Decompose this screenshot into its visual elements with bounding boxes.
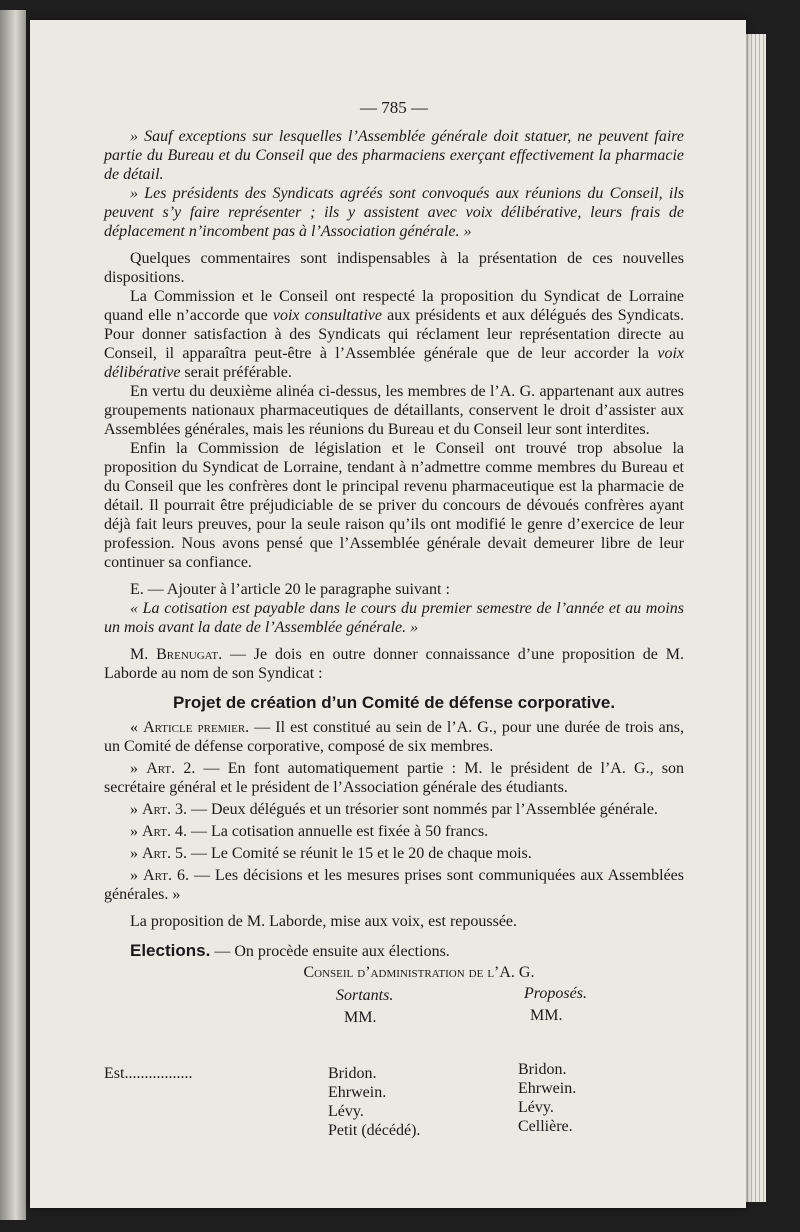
candidate-name: Ehrwein. xyxy=(328,1084,387,1101)
page-number: — 785 — xyxy=(360,98,428,117)
article-item xyxy=(104,822,684,841)
article-label: Article premier. xyxy=(143,719,250,736)
article-quote-mark: » xyxy=(130,823,142,840)
elections-paragraph xyxy=(104,941,684,961)
text-run: — On procède ensuite aux élections. xyxy=(210,943,450,960)
candidate-name: Ehrwein. xyxy=(518,1080,577,1097)
article-item xyxy=(104,718,684,756)
paragraph-commentary-intro: Quelques commentaires sont indispensables à la présentation de ces nouvelles dispositions. xyxy=(104,250,684,286)
article-text: — En font automatiquement partie : M. le président de l’A. G., son secrétaire général et le président de l’Association générale des étudiants. xyxy=(104,760,685,796)
quoted-paragraph-1: » Sauf exceptions sur lesquelles l’Assemblée générale doit statuer, ne peuvent faire partie du Bureau et du Conseil que des pharmaciens exerçant effectivement la pharmacie de détail. xyxy=(104,128,684,183)
mm-outgoing: MM. xyxy=(344,1009,377,1026)
article-text: — La cotisation annuelle est fixée à 50 francs. xyxy=(186,823,489,840)
paragraph-commission xyxy=(104,287,684,382)
text-run-italic: voix délibérative xyxy=(104,345,684,381)
article-quote-mark: » xyxy=(130,845,142,862)
candidate-name: Lévy. xyxy=(328,1103,364,1120)
articles-list xyxy=(104,718,684,904)
mm-proposed: MM. xyxy=(530,1007,563,1024)
region-label: Est................. xyxy=(104,1065,193,1082)
vote-result: La proposition de M. Laborde, mise aux voix, est repoussée. xyxy=(130,913,518,930)
paragraph-enfin: Enfin la Commission de législation et le Conseil ont trouvé trop absolue la proposition du Syndicat de Lorraine, tendant à n’admettre comme membres du Bureau et du Conseil que les confrères dont le principal revenu pharmaceutique est la pharmacie de détail. Il pourrait être préjudiciable de se priver du concours de dévoués confrères ayant déjà fait leurs preuves, pour la seule raison qu’ils ont modifié le genre d’exercice de leur profession. Nous avons pensé que l’Assemblée générale devait demeurer libre de leur continuer sa confiance. xyxy=(104,440,684,571)
paragraph-second-alinea: En vertu du deuxième alinéa ci-dessus, les membres de l’A. G. appartenant aux autres groupements nationaux pharmaceutiques de détaillants, conservent le droit d’assister aux Assemblées générales, mais les réunions du Bureau et du Conseil leur sont interdites. xyxy=(104,383,684,438)
article-quote-mark: » xyxy=(130,801,142,818)
article-quote-mark: » xyxy=(130,867,144,884)
article-label: Art. 5. xyxy=(142,845,187,862)
candidate-name: Petit (décédé). xyxy=(328,1122,421,1139)
section-heading: Projet de création d’un Comité de défense corporative. xyxy=(172,693,616,712)
candidate-name: Cellière. xyxy=(518,1118,573,1135)
elections-label: Elections. xyxy=(130,941,211,960)
quoted-paragraph-2: » Les présidents des Syndicats agréés sont convoqués aux réunions du Conseil, ils peuvent s’y faire représenter ; ils y assistent avec voix délibérative, leurs frais de déplacement n’incombent pas à l’Association générale. » xyxy=(104,185,684,240)
article-text: — Les décisions et les mesures prises sont communiquées aux Assemblées générales. » xyxy=(104,867,685,903)
text-run-italic: voix consultative xyxy=(272,307,382,324)
paragraph-article-20: E. — Ajouter à l’article 20 le paragraphe suivant : xyxy=(130,581,450,598)
article-text: — Deux délégués et un trésorier sont nommés par l’Assemblée générale. xyxy=(186,801,658,818)
text-run: serait préférable. xyxy=(180,364,292,381)
article-label: Art. 6. xyxy=(143,867,189,884)
quoted-cotisation: « La cotisation est payable dans le cours du premier semestre de l’année et au moins un mois avant la date de l’Assemblée générale. » xyxy=(104,600,684,636)
book-spine-edge xyxy=(0,10,26,1220)
candidate-name: Lévy. xyxy=(518,1099,554,1116)
article-label: Art. 2. xyxy=(146,760,196,777)
article-item xyxy=(104,800,684,819)
text-run: aux présidents et aux délégués des Syndicats. Pour donner satisfaction à des Syndicats qui réclament leur représentation directe au Conseil, il apparaîtra peut-être à l’Assemblée générale que de leur accorder la xyxy=(104,307,685,362)
article-text: — Il est constitué au sein de l’A. G., pour une durée de trois ans, un Comité de défense corporative, composé de six membres. xyxy=(104,719,685,755)
text-run: La Commission et le Conseil ont respecté la proposition du Syndicat de Lorraine quand elle n’accorde que xyxy=(104,288,684,324)
column-header-outgoing: Sortants. xyxy=(336,987,394,1004)
proposed-names xyxy=(518,1060,576,1136)
article-quote-mark: « xyxy=(130,719,144,736)
outgoing-names xyxy=(328,1064,420,1140)
article-item xyxy=(104,866,684,904)
candidate-name: Bridon. xyxy=(328,1065,377,1082)
text-run: — Je dois en outre donner connaissance d’une proposition de M. Laborde au nom de son Syndicat : xyxy=(104,646,684,682)
article-item xyxy=(104,844,684,863)
council-title: Conseil d’administration de l’A. G. xyxy=(303,964,535,981)
speaker-name: M. Brenugat. xyxy=(130,646,223,663)
article-label: Art. 4. xyxy=(142,823,187,840)
article-label: Art. 3. xyxy=(142,801,187,818)
article-quote-mark: » xyxy=(130,760,147,777)
column-header-proposed: Proposés. xyxy=(524,985,587,1002)
article-item xyxy=(104,759,684,797)
paragraph-brenugat xyxy=(104,645,684,683)
article-text: — Le Comité se réunit le 15 et le 20 de chaque mois. xyxy=(186,845,532,862)
elections-table xyxy=(104,985,684,1139)
candidate-name: Bridon. xyxy=(518,1061,567,1078)
page-content xyxy=(104,98,685,1139)
document-page xyxy=(30,20,746,1208)
